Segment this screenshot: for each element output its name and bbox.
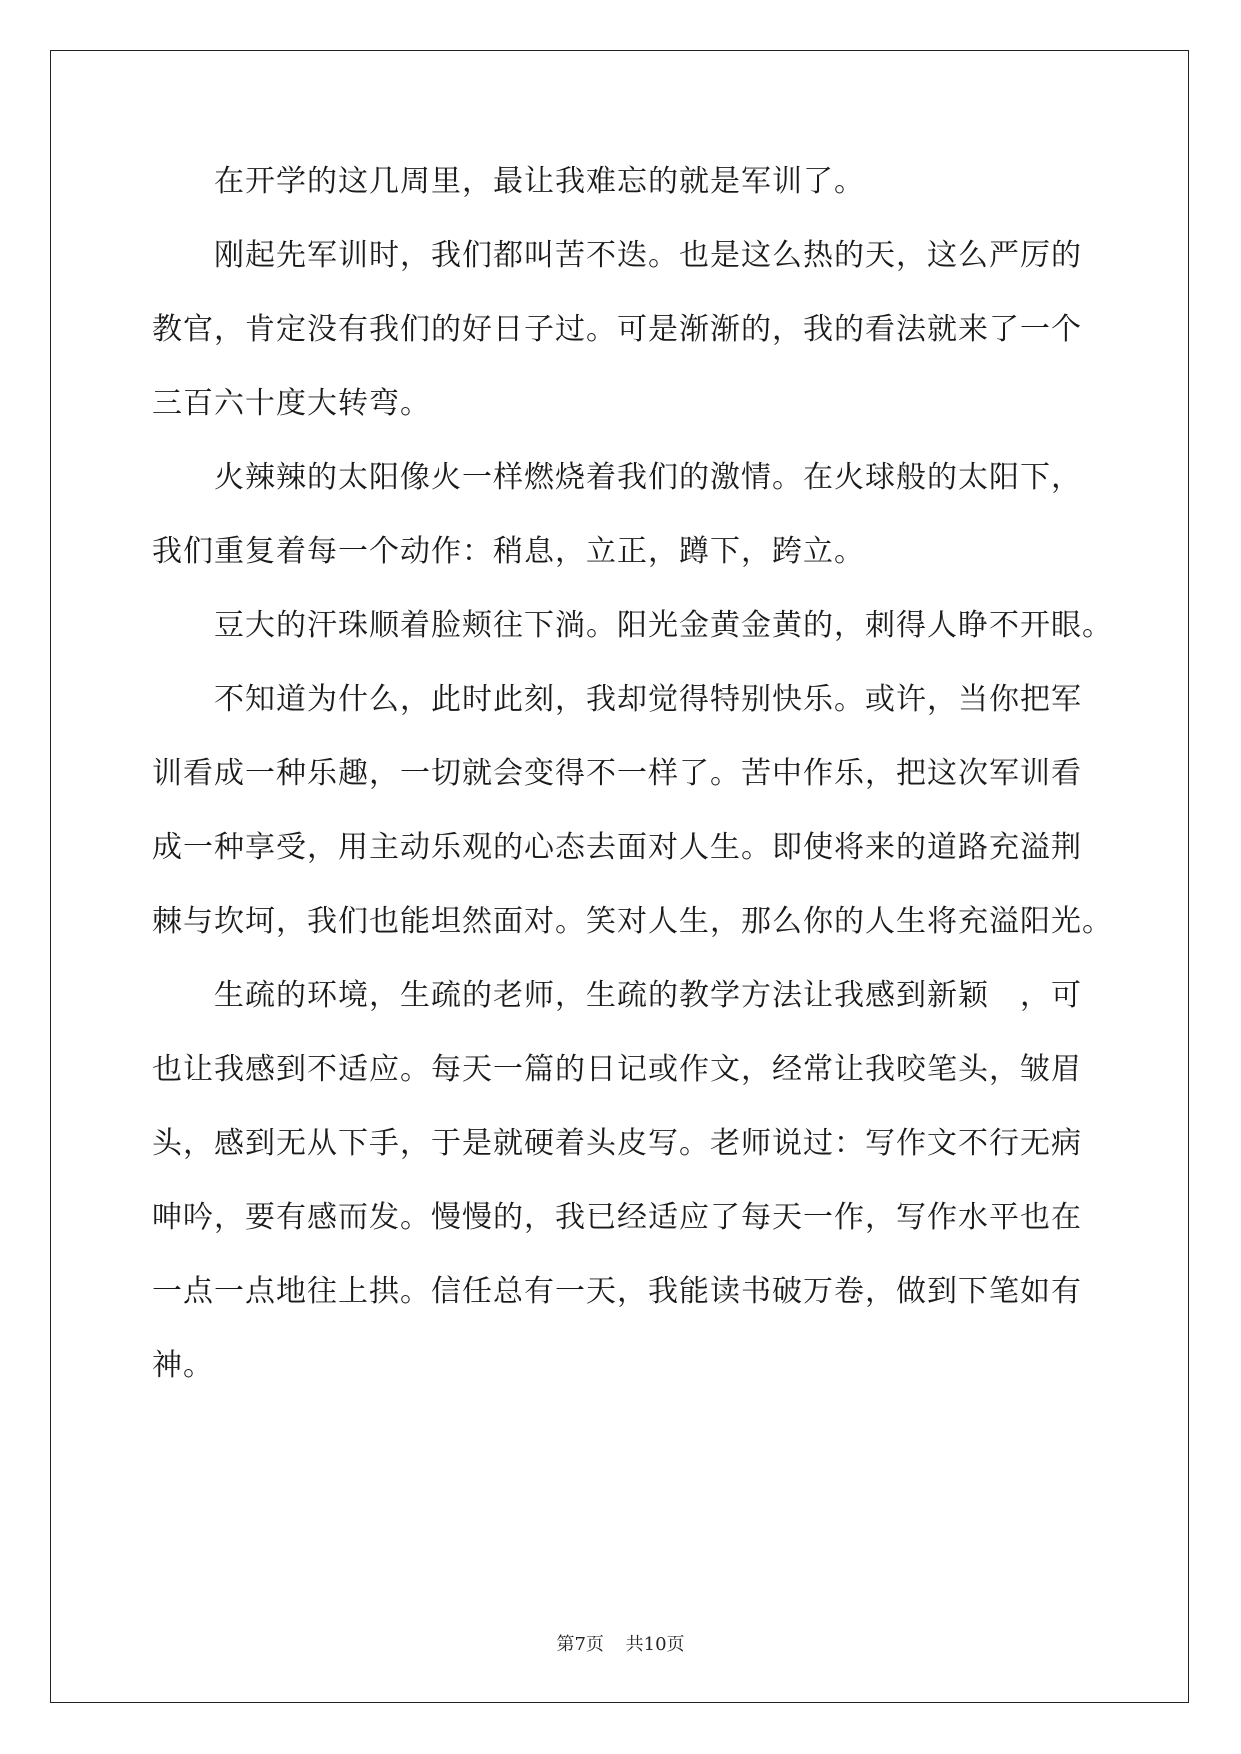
text-line: 不知道为什么，此时此刻，我却觉得特别快乐。或许，当你把军 (214, 682, 1082, 717)
text-line: 头，感到无从下手，于是就硬着头皮写。老师说过：写作文不行无病 (152, 1126, 1082, 1161)
text-line: 生疏的环境，生疏的老师，生疏的教学方法让我感到新颖 ，可 (214, 978, 1082, 1013)
text-line: 在开学的这几周里，最让我难忘的就是军训了。 (214, 164, 865, 199)
text-line: 三百六十度大转弯。 (152, 386, 431, 421)
text-line: 训看成一种乐趣，一切就会变得不一样了。苦中作乐，把这次军训看 (152, 756, 1082, 791)
text-line: 也让我感到不适应。每天一篇的日记或作文，经常让我咬笔头，皱眉 (152, 1052, 1082, 1087)
page-footer (0, 1630, 1241, 1656)
text-line: 呻吟，要有感而发。慢慢的，我已经适应了每天一作，写作水平也在 (152, 1200, 1082, 1235)
text-line: 刚起先军训时，我们都叫苦不迭。也是这么热的天，这么严厉的 (214, 238, 1082, 273)
text-line: 一点一点地往上拱。信任总有一天，我能读书破万卷，做到下笔如有 (152, 1274, 1082, 1309)
page-number: 第7页 (556, 1634, 604, 1655)
text-line: 成一种享受，用主动乐观的心态去面对人生。即使将来的道路充溢荆 (152, 830, 1082, 865)
text-line: 神。 (152, 1348, 214, 1383)
text-line: 火辣辣的太阳像火一样燃烧着我们的激情。在火球般的太阳下， (214, 460, 1082, 495)
document-body (152, 162, 1113, 1420)
text-line: 我们重复着每一个动作：稍息，立正，蹲下，跨立。 (152, 534, 865, 569)
page-total: 共10页 (625, 1634, 685, 1655)
text-line: 棘与坎坷，我们也能坦然面对。笑对人生，那么你的人生将充溢阳光。 (152, 904, 1113, 939)
text-line: 豆大的汗珠顺着脸颊往下淌。阳光金黄金黄的，刺得人睁不开眼。 (214, 608, 1113, 643)
text-line: 教官，肯定没有我们的好日子过。可是渐渐的，我的看法就来了一个 (152, 312, 1082, 347)
